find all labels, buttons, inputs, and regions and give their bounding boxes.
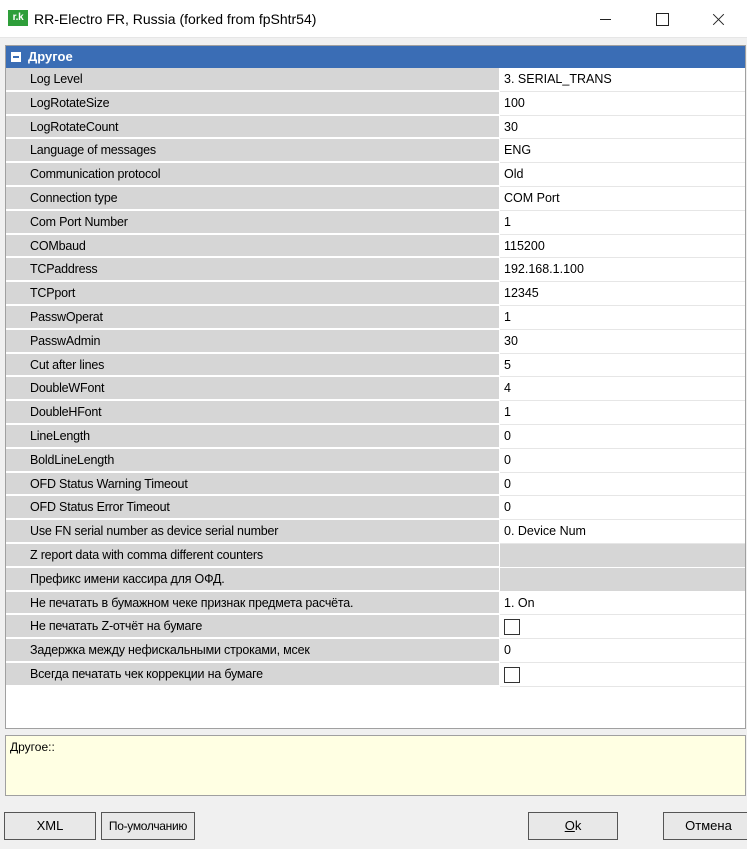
property-value[interactable] xyxy=(500,568,745,592)
property-row[interactable] xyxy=(6,330,745,354)
property-row[interactable] xyxy=(6,425,745,449)
checkbox[interactable] xyxy=(504,619,520,635)
cancel-button[interactable]: Отмена xyxy=(663,812,747,840)
ok-accelerator: O xyxy=(564,818,575,833)
property-name: LineLength xyxy=(6,425,499,448)
property-row[interactable] xyxy=(6,163,745,187)
property-row[interactable] xyxy=(6,116,745,140)
property-row[interactable] xyxy=(6,639,745,663)
property-name: Задержка между нефискальными строками, мсек xyxy=(6,639,499,662)
property-row[interactable] xyxy=(6,520,745,544)
property-row[interactable] xyxy=(6,496,745,520)
property-value[interactable]: 0. Device Num xyxy=(500,520,745,544)
property-name: PasswOperat xyxy=(6,306,499,329)
property-name: OFD Status Error Timeout xyxy=(6,496,499,519)
property-value[interactable]: ENG xyxy=(500,139,745,163)
property-row[interactable] xyxy=(6,282,745,306)
property-value[interactable]: 115200 xyxy=(500,235,745,259)
app-icon: r.k xyxy=(8,10,28,26)
property-value[interactable]: 1 xyxy=(500,306,745,330)
ok-label-rest: k xyxy=(574,818,582,833)
property-row[interactable] xyxy=(6,354,745,378)
property-value[interactable]: 5 xyxy=(500,354,745,378)
property-row[interactable] xyxy=(6,306,745,330)
property-value[interactable]: 1. On xyxy=(500,592,745,616)
property-name: Cut after lines xyxy=(6,354,499,377)
property-name: Не печатать Z-отчёт на бумаге xyxy=(6,615,499,638)
xml-button[interactable]: XML xyxy=(4,812,96,840)
property-value[interactable]: 30 xyxy=(500,330,745,354)
property-value[interactable]: 30 xyxy=(500,116,745,140)
property-value[interactable]: 0 xyxy=(500,425,745,449)
property-row[interactable] xyxy=(6,449,745,473)
property-name: LogRotateCount xyxy=(6,116,499,139)
property-row[interactable] xyxy=(6,235,745,259)
property-name: OFD Status Warning Timeout xyxy=(6,473,499,496)
property-name: TCPaddress xyxy=(6,258,499,281)
property-name: Не печатать в бумажном чеке признак предмета расчёта. xyxy=(6,592,499,615)
close-button[interactable] xyxy=(695,0,741,38)
property-value[interactable]: 100 xyxy=(500,92,745,116)
property-value[interactable]: 12345 xyxy=(500,282,745,306)
property-name: Com Port Number xyxy=(6,211,499,234)
collapse-icon[interactable] xyxy=(11,52,21,62)
property-name: Всегда печатать чек коррекции на бумаге xyxy=(6,663,499,686)
property-row[interactable] xyxy=(6,615,745,639)
property-name: Language of messages xyxy=(6,139,499,162)
property-name: LogRotateSize xyxy=(6,92,499,115)
category-label: Другое xyxy=(28,49,73,64)
property-row[interactable] xyxy=(6,544,745,568)
property-row[interactable] xyxy=(6,139,745,163)
property-row[interactable] xyxy=(6,211,745,235)
property-value[interactable]: 3. SERIAL_TRANS xyxy=(500,68,745,92)
property-value[interactable]: 4 xyxy=(500,377,745,401)
property-value[interactable]: Old xyxy=(500,163,745,187)
property-row[interactable] xyxy=(6,258,745,282)
description-text: Другое:: xyxy=(10,740,55,754)
title-bar xyxy=(0,0,747,38)
property-row[interactable] xyxy=(6,377,745,401)
property-name: Z report data with comma different counters xyxy=(6,544,499,567)
defaults-button[interactable]: По-умолчанию xyxy=(101,812,195,840)
maximize-button[interactable] xyxy=(639,0,685,38)
property-row[interactable] xyxy=(6,92,745,116)
property-rows xyxy=(6,68,745,687)
property-row[interactable] xyxy=(6,401,745,425)
minimize-button[interactable] xyxy=(583,0,629,38)
property-value[interactable]: 1 xyxy=(500,211,745,235)
property-value[interactable] xyxy=(500,544,745,568)
property-name: BoldLineLength xyxy=(6,449,499,472)
property-row[interactable] xyxy=(6,473,745,497)
property-value[interactable]: 1 xyxy=(500,401,745,425)
property-row[interactable] xyxy=(6,568,745,592)
property-name: Log Level xyxy=(6,68,499,91)
property-value[interactable]: COM Port xyxy=(500,187,745,211)
property-name: PasswAdmin xyxy=(6,330,499,353)
property-name: Communication protocol xyxy=(6,163,499,186)
property-name: Префикс имени кассира для ОФД. xyxy=(6,568,499,591)
property-name: DoubleHFont xyxy=(6,401,499,424)
property-row[interactable] xyxy=(6,187,745,211)
property-row[interactable] xyxy=(6,68,745,92)
property-value[interactable] xyxy=(500,663,745,687)
property-value[interactable]: 0 xyxy=(500,639,745,663)
property-value[interactable]: 0 xyxy=(500,473,745,497)
property-name: Use FN serial number as device serial number xyxy=(6,520,499,543)
checkbox[interactable] xyxy=(504,667,520,683)
description-panel xyxy=(5,735,746,796)
property-grid[interactable] xyxy=(5,45,746,729)
property-name: DoubleWFont xyxy=(6,377,499,400)
property-name: Connection type xyxy=(6,187,499,210)
property-name: COMbaud xyxy=(6,235,499,258)
category-row[interactable] xyxy=(6,46,745,68)
property-value[interactable]: 0 xyxy=(500,449,745,473)
ok-button[interactable] xyxy=(528,812,618,840)
property-value[interactable] xyxy=(500,615,745,639)
property-value[interactable]: 0 xyxy=(500,496,745,520)
property-name: TCPport xyxy=(6,282,499,305)
property-value[interactable]: 192.168.1.100 xyxy=(500,258,745,282)
property-row[interactable] xyxy=(6,592,745,616)
property-row[interactable] xyxy=(6,663,745,687)
window-title: RR-Electro FR, Russia (forked from fpShtr54) xyxy=(34,11,317,27)
